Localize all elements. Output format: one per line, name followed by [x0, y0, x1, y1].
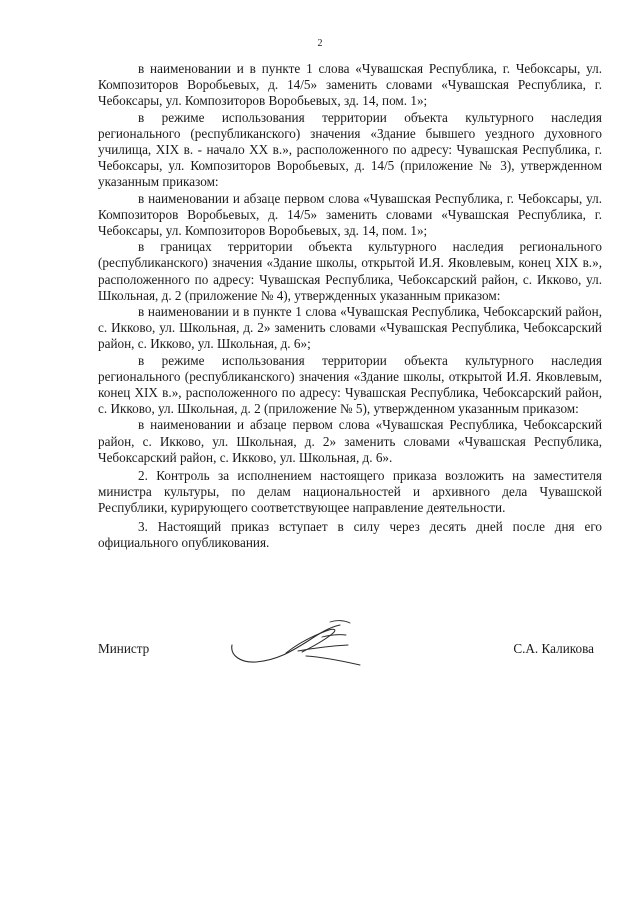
paragraph-5: в наименовании и в пункте 1 слова «Чувашская Республика, Чебоксарский район, с. Икково, ул. Школьная, д. 2» заменить словами «Чувашская Республика, Чебоксарский район, с. Икково, ул. Школьная, д. 6»;: [98, 304, 602, 352]
paragraph-2: в режиме использования территории объекта культурного наследия регионального (республиканского) значения «Здание бывшего уездного духовного училища, XIX в. - начало XX в.», расположенного по адресу: Чувашская Республика, г. Чебоксары, ул. Композиторов Воробьевых, д. 14/5 (приложение № 3), утвержденном указанным приказом:: [98, 109, 602, 190]
signatory-title: Министр: [98, 641, 150, 656]
paragraph-4: в границах территории объекта культурного наследия регионального (республиканского) значения «Здание школы, открытой И.Я. Яковлевым, конец XIX в.», расположенного по адресу: Чувашская Республика, Чебоксарский район, с. Икково, ул. Школьная, д. 2 (приложение № 4), утвержденных указанным приказом:: [98, 239, 602, 303]
paragraph-3: в наименовании и абзаце первом слова «Чувашская Республика, г. Чебоксары, ул. Композиторов Воробьевых, д. 14/5» заменить словами «Чувашская Республика, г. Чебоксары, ул. Композиторов Воробьевых, зд. 14, пом. 1»;: [98, 190, 602, 239]
signatory-name: С.А. Каликова: [513, 641, 594, 656]
paragraph-1: в наименовании и в пункте 1 слова «Чувашская Республика, г. Чебоксары, ул. Композиторов Воробьевых, д. 14/5» заменить словами «Чувашская Республика, г. Чебоксары, ул. Композиторов Воробьевых, зд. 14, пом. 1»;: [98, 61, 602, 109]
paragraph-8: 2. Контроль за исполнением настоящего приказа возложить на заместителя министра культуры, по делам национальностей и архивного дела Чувашской Республики, курирующего соответствующее направление деятельности.: [98, 468, 602, 516]
page-number: 2: [317, 38, 323, 49]
paragraph-7: в наименовании и абзаце первом слова «Чувашская Республика, Чебоксарский район, с. Икково, ул. Школьная, д. 2» заменить словами «Чувашская Республика, Чебоксарский район, с. Икково, ул. Школьная, д. 6».: [98, 417, 602, 465]
handwritten-signature: [226, 615, 366, 673]
paragraph-9: 3. Настоящий приказ вступает в силу через десять дней после дня его официального опубликования.: [98, 518, 602, 550]
document-body: [98, 61, 602, 551]
paragraph-6: в режиме использования территории объекта культурного наследия регионального (республиканского) значения «Здание школы, открытой И.Я. Яковлевым, конец XIX в.», расположенного по адресу: Чувашская Республика, Чебоксарский район, с. Икково, ул. Школьная, д. 2 (приложение № 5), утвержденном указанным приказом:: [98, 352, 602, 417]
signature-block: [98, 615, 602, 675]
